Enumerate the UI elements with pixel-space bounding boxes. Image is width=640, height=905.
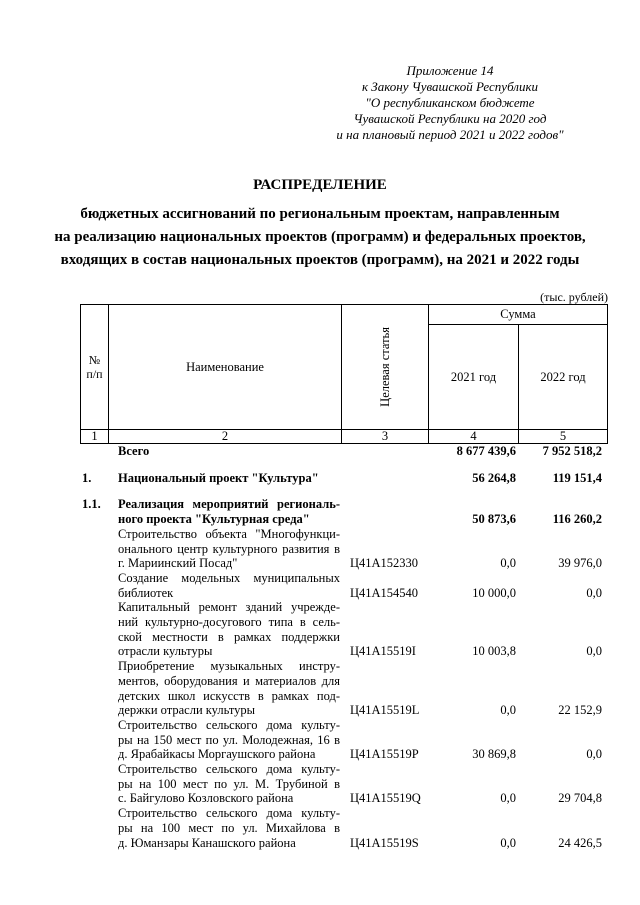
row-code: Ц41А15519S [350, 835, 419, 850]
row-name [118, 762, 340, 806]
colnum-4: 4 [428, 429, 519, 444]
header-2022 [518, 324, 608, 430]
row-value-2021: 10 000,0 [472, 585, 516, 600]
row-name-line: д. Ярабайкасы Моргаушского района [118, 747, 316, 762]
row-name-line: Создание модельных муниципальных [118, 570, 340, 585]
row-value-2022: 0,0 [586, 747, 602, 762]
row-value-2022: 7 952 518,2 [542, 444, 602, 458]
row-name-line: ской местности в рамках поддержки [118, 629, 340, 644]
row-name-line: ры на 150 мест по ул. Молодежная, 16 в [118, 732, 340, 747]
row-name-line: детских школ искусств в рамках под- [118, 688, 340, 703]
row-name-line: ний культурно-досугового типа в сель- [118, 615, 340, 630]
row-name-line: онального центр культурного развития в [118, 541, 340, 556]
table-body [80, 444, 608, 850]
title-subtitle-line: входящих в состав национальных проектов (программ), на 2021 и 2022 годы [60, 252, 580, 268]
row-value-2021: 10 003,8 [472, 644, 516, 659]
row-value-2022: 116 260,2 [552, 512, 602, 527]
table-row [80, 718, 608, 762]
header-2021-label: 2021 год [450, 369, 497, 384]
row-name-line: библиотек [118, 585, 174, 600]
header-sum-label: Сумма [500, 307, 536, 321]
row-code: Ц41А15519I [350, 644, 416, 659]
row-value-2022: 39 976,0 [558, 556, 602, 571]
row-value-2021: 50 873,6 [472, 512, 516, 527]
row-name-line: Всего [118, 444, 150, 458]
table-row [80, 762, 608, 806]
row-name [118, 497, 340, 526]
appendix-line: Чувашской Республики на 2020 год [353, 111, 547, 126]
units-label: (тыс. рублей) [540, 290, 608, 304]
row-value-2021: 0,0 [500, 791, 516, 806]
table-row [80, 471, 608, 486]
row-name [118, 527, 340, 571]
row-name-line: ментов, оборудования и материалов для [118, 673, 340, 688]
row-value-2021: 0,0 [500, 703, 516, 718]
colnum-5: 5 [518, 429, 608, 444]
row-name-line: отрасли культуры [118, 644, 213, 659]
header-code-label: Целевая статья [377, 327, 392, 407]
row-name [118, 600, 340, 659]
row-value-2021: 8 677 439,6 [456, 444, 516, 458]
header-num-label: № п/п [86, 353, 103, 381]
row-value-2021: 56 264,8 [472, 470, 516, 485]
row-name-line: ры на 100 мест по ул. Михайлова в [118, 820, 340, 835]
row-name-line: с. Байгулово Козловского района [118, 791, 294, 806]
row-name-line: Национальный проект "Культура" [118, 470, 319, 485]
header-name-label: Наименование [186, 359, 264, 374]
row-name-line: Строительство сельского дома культу- [118, 762, 340, 777]
row-value-2022: 29 704,8 [558, 791, 602, 806]
title-subtitle-line: на реализацию национальных проектов (программ) и федеральных проектов, [54, 229, 586, 245]
appendix-line: Приложение 14 [406, 63, 494, 78]
row-value-2021: 0,0 [500, 556, 516, 571]
row-name [118, 806, 340, 850]
table-row [80, 497, 608, 526]
row-code: Ц41А15519L [350, 703, 420, 718]
header-num [80, 304, 109, 430]
row-name-line: г. Мариинский Посад" [118, 556, 238, 571]
row-value-2021: 0,0 [500, 835, 516, 850]
row-number: 1.1. [82, 497, 101, 512]
colnum-3: 3 [341, 429, 429, 444]
row-value-2022: 24 426,5 [558, 835, 602, 850]
row-name-line: Капитальный ремонт зданий учрежде- [118, 600, 340, 615]
row-name-line: Приобретение музыкальных инстру- [118, 659, 340, 674]
row-name [118, 444, 340, 459]
table-header [80, 304, 608, 444]
row-code: Ц41А154540 [350, 585, 419, 600]
header-name [108, 304, 342, 430]
table-row [80, 600, 608, 659]
row-value-2022: 0,0 [586, 644, 602, 659]
table-row [80, 444, 608, 459]
row-code: Ц41А15519P [350, 747, 419, 762]
table-row [80, 659, 608, 718]
row-value-2022: 119 151,4 [552, 470, 602, 485]
row-name [118, 571, 340, 600]
row-name-line: ры на 100 мест по ул. М. Трубиной в [118, 776, 340, 791]
table-row [80, 527, 608, 571]
header-code [341, 304, 429, 430]
title-subtitle-line: бюджетных ассигнований по региональным проектам, направленным [80, 206, 560, 222]
header-2021 [428, 324, 519, 430]
table-row [80, 806, 608, 850]
header-sum [428, 304, 608, 325]
header-2022-label: 2022 год [540, 369, 586, 384]
colnum-1: 1 [80, 429, 109, 444]
appendix-line: и на плановый период 2021 и 2022 годов" [336, 127, 564, 142]
appendix-line: к Закону Чувашской Республики [361, 79, 539, 94]
row-number: 1. [82, 470, 92, 485]
row-code: Ц41А152330 [350, 556, 419, 571]
row-name [118, 659, 340, 718]
title-main: РАСПРЕДЕЛЕНИЕ [253, 177, 387, 193]
appendix-note [290, 63, 610, 143]
row-name-line: Реализация мероприятий региональ- [118, 497, 340, 512]
row-name [118, 471, 340, 486]
row-name-line: Строительство сельского дома культу- [118, 806, 340, 821]
row-name-line: ного проекта "Культурная среда" [118, 512, 310, 527]
row-name-line: д. Юманзары Канашского района [118, 835, 296, 850]
row-name-line: держки отрасли культуры [118, 703, 256, 718]
row-value-2021: 30 869,8 [472, 747, 516, 762]
row-name-line: Строительство сельского дома культу- [118, 717, 340, 732]
row-name-line: Строительство объекта "Многофункци- [118, 526, 340, 541]
row-value-2022: 22 152,9 [558, 703, 602, 718]
appendix-line: "О республиканском бюджете [365, 95, 535, 110]
row-value-2022: 0,0 [586, 585, 602, 600]
table-row [80, 571, 608, 600]
colnum-2: 2 [108, 429, 342, 444]
row-code: Ц41А15519Q [350, 791, 421, 806]
row-name [118, 718, 340, 762]
document-title [0, 174, 640, 272]
